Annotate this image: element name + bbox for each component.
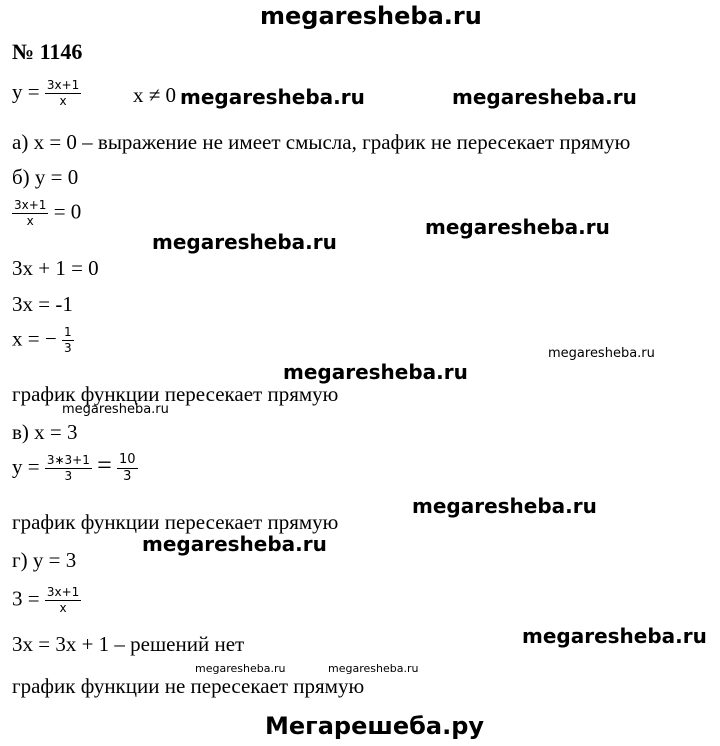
- fraction-numerator: 3x+1: [46, 78, 80, 92]
- part-b-rhs: = 0: [53, 199, 82, 224]
- part-g-fraction: [45, 585, 81, 616]
- part-v-conclusion: график функции пересекает прямую: [12, 510, 339, 534]
- fraction-denominator: x: [26, 214, 34, 228]
- watermark: megaresheba.ru: [522, 624, 707, 648]
- fraction-numerator: 3∗3+1: [46, 453, 90, 467]
- fraction-denominator: 3: [64, 469, 73, 483]
- part-b-fraction: [12, 198, 48, 229]
- part-a-text: а) x = 0 – выражение не имеет смысла, график не пересекает прямую: [12, 130, 631, 154]
- part-g-lhs: 3 =: [12, 586, 40, 611]
- part-v-label: в) x = 3: [12, 420, 78, 444]
- fraction-numerator: 3x+1: [46, 585, 80, 599]
- watermark: megaresheba.ru: [142, 532, 327, 556]
- watermark: megaresheba.ru: [152, 230, 337, 254]
- part-v-equals: =: [97, 450, 112, 480]
- site-header: megaresheba.ru: [260, 2, 482, 30]
- problem-number: № 1146: [12, 39, 83, 64]
- part-b-conclusion: график функции пересекает прямую: [12, 382, 339, 406]
- function-definition: [12, 78, 81, 109]
- part-g-label: г) y = 3: [12, 548, 77, 572]
- watermark: megaresheba.ru: [548, 346, 655, 361]
- watermark: megaresheba.ru: [412, 494, 597, 518]
- part-b-equation-4: [12, 325, 74, 356]
- part-b-eq4-lhs: x = −: [12, 326, 57, 351]
- domain-condition: x ≠ 0: [133, 83, 177, 107]
- part-b-equation-1: [12, 198, 81, 229]
- part-b-equation-3: 3x = -1: [12, 292, 73, 316]
- part-g-equation-1: [12, 585, 81, 616]
- part-g-equation-2: 3x = 3x + 1 – решений нет: [12, 632, 245, 656]
- part-v-fraction-2: [117, 452, 138, 485]
- part-g-conclusion: график функции не пересекает прямую: [12, 674, 365, 698]
- watermark: megaresheba.ru: [452, 85, 637, 109]
- fraction-denominator: 3: [123, 469, 132, 484]
- fraction-denominator: 3: [63, 341, 72, 355]
- watermark: megaresheba.ru: [195, 662, 286, 675]
- fraction-denominator: x: [59, 94, 67, 108]
- function-lhs: y =: [12, 79, 40, 104]
- fraction-numerator: 1: [63, 325, 72, 339]
- watermark: megaresheba.ru: [328, 662, 419, 675]
- watermark: megaresheba.ru: [283, 360, 468, 384]
- part-v-fraction-1: [45, 453, 92, 484]
- part-v-lhs: y =: [12, 454, 40, 479]
- part-b-eq4-fraction: [62, 325, 74, 356]
- watermark: megaresheba.ru: [180, 85, 365, 109]
- function-fraction: [45, 78, 81, 109]
- watermark: megaresheba.ru: [425, 215, 610, 239]
- watermark: megaresheba.ru: [62, 402, 169, 417]
- fraction-numerator: 10: [119, 452, 136, 467]
- fraction-numerator: 3x+1: [14, 198, 47, 212]
- fraction-denominator: x: [59, 601, 67, 615]
- part-v-equation-1: [12, 452, 138, 485]
- part-b-label: б) y = 0: [12, 165, 79, 189]
- site-footer: Мегарешеба.ру: [265, 712, 485, 740]
- part-b-equation-2: 3x + 1 = 0: [12, 256, 99, 280]
